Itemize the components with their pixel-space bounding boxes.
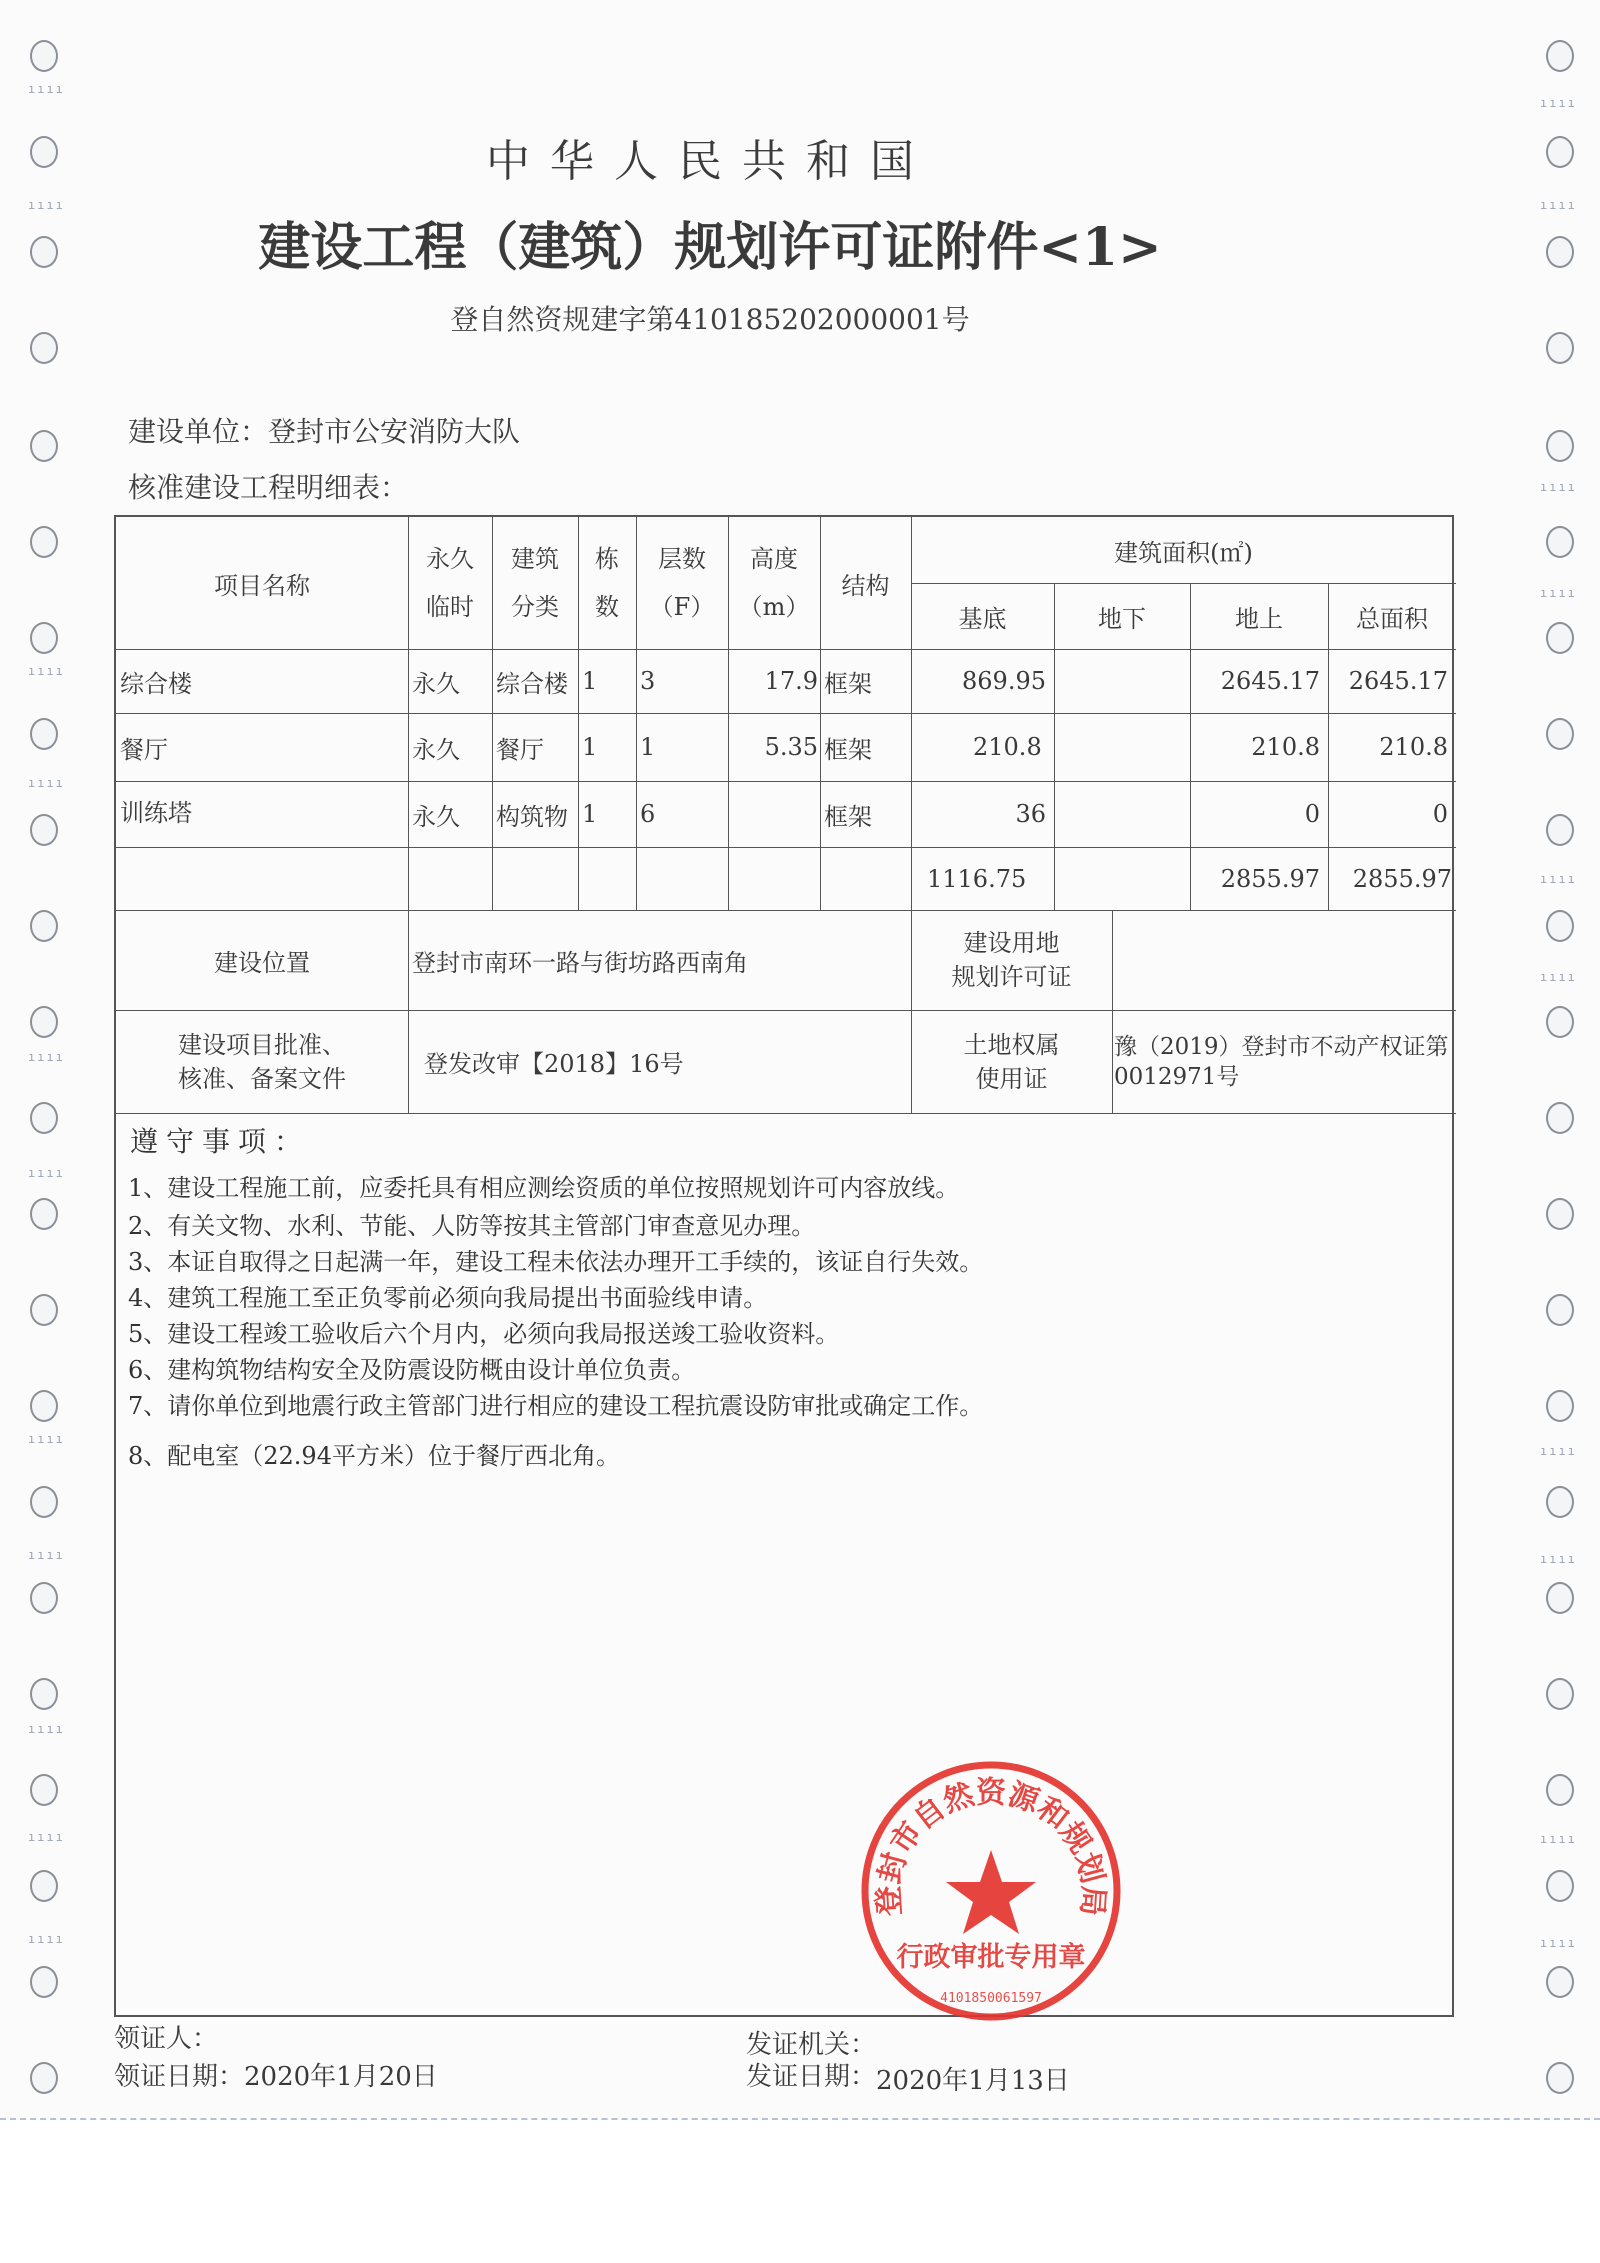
perforation-hole (30, 910, 58, 942)
tick-mark: ıııı (28, 664, 65, 678)
cell-base-area: 210.8 (973, 733, 1042, 761)
tick-mark: ıııı (1540, 872, 1577, 886)
cell-aboveground-area: 210.8 (1251, 733, 1320, 761)
cell-total-area: 210.8 (1379, 733, 1448, 761)
tick-mark: ıııı (1540, 1832, 1577, 1846)
seal-purpose-text: 行政审批专用章 (896, 1942, 1086, 1973)
perforation-hole (1546, 1102, 1574, 1134)
perforation-hole (30, 526, 58, 558)
cell-structure: 框架 (824, 669, 872, 698)
perforation-hole (1546, 622, 1574, 654)
cell-floors: 6 (640, 800, 656, 828)
header-blocks: 栋 数 (595, 545, 619, 621)
cell-underground-area (1054, 713, 1190, 781)
cell-underground-area-total (1054, 847, 1190, 910)
rule-item: 1、建设工程施工前，应委托具有相应测绘资质的单位按照规划许可内容放线。 (128, 1174, 960, 1202)
tick-mark: ıııı (28, 1050, 65, 1064)
perforation-hole (30, 1966, 58, 1998)
cell-height: 5.35 (764, 733, 818, 761)
perforation-hole (30, 1486, 58, 1518)
tick-mark: ıııı (28, 1548, 65, 1562)
perforation-hole (30, 430, 58, 462)
perforation-hole (1546, 430, 1574, 462)
perforation-hole (30, 1102, 58, 1134)
star-icon (946, 1850, 1036, 1934)
perforation-hole (1546, 1678, 1574, 1710)
cell-base-area: 869.95 (962, 667, 1046, 695)
perforation-hole (1546, 136, 1574, 168)
perforation-hole (1546, 40, 1574, 72)
perforation-hole (1546, 332, 1574, 364)
header-project-name: 项目名称 (214, 571, 310, 600)
cell-height: 17.9 (764, 667, 818, 695)
seal-org-text: 登封市自然资源和规划局 (871, 1775, 1111, 1917)
location-label: 建设位置 (214, 948, 310, 977)
perforation-hole (1546, 1486, 1574, 1518)
cell-category: 综合楼 (496, 669, 568, 698)
perforation-hole (1546, 1582, 1574, 1614)
header-height: 高度 （m） (738, 545, 810, 621)
perforation-hole (30, 622, 58, 654)
perforation-hole (1546, 1198, 1574, 1230)
land-title-label: 土地权属 使用证 (963, 1030, 1060, 1093)
cell-total-area: 0 (1432, 800, 1448, 828)
cell-blocks: 1 (582, 800, 598, 828)
header-category: 建筑 分类 (511, 545, 559, 621)
perforation-hole (1546, 1870, 1574, 1902)
cell-structure: 框架 (824, 802, 872, 831)
cell-underground-area (1054, 649, 1190, 713)
rule-item: 7、请你单位到地震行政主管部门进行相应的建设工程抗震设防审批或确定工作。 (128, 1392, 984, 1420)
perforation-hole (1546, 910, 1574, 942)
cell-structure: 框架 (824, 735, 872, 764)
perforation-hole (30, 1390, 58, 1422)
perforation-hole (30, 1198, 58, 1230)
certificate-number: 登自然资规建字第410185202000001号 (450, 303, 970, 336)
tick-mark: ıııı (1540, 970, 1577, 984)
cell-permanence: 永久 (412, 735, 460, 764)
perforation-hole (30, 1870, 58, 1902)
cell-name: 训练塔 (120, 799, 192, 827)
header-underground-area: 地下 (1098, 604, 1146, 633)
header-floors: 层数 （F） (649, 545, 715, 621)
perforation-hole (1546, 1774, 1574, 1806)
tick-mark: ıııı (1540, 198, 1577, 212)
rule-item: 4、建筑工程施工至正负零前必须向我局提出书面验线申请。 (128, 1284, 768, 1312)
recipient-label: 领证人： (114, 2024, 219, 2054)
perforation-hole (1546, 1966, 1574, 1998)
tick-mark: ıııı (1540, 1552, 1577, 1566)
tick-mark: ıııı (28, 1432, 65, 1446)
applicant-line: 建设单位：登封市公安消防大队 (128, 415, 521, 448)
tick-mark: ıııı (28, 82, 65, 96)
official-seal (858, 1758, 1124, 2024)
land-use-permit-label: 建设用地 规划许可证 (951, 929, 1072, 991)
perforation-hole (30, 814, 58, 846)
cell-category: 餐厅 (496, 735, 544, 764)
header-structure: 结构 (841, 571, 890, 600)
header-total-area: 总面积 (1356, 604, 1428, 633)
issuer-label: 发证机关： (746, 2030, 877, 2060)
land-use-permit-value (1112, 910, 1456, 1010)
perforation-hole (30, 40, 58, 72)
cell-aboveground-area: 2645.17 (1220, 667, 1320, 695)
perforation-hole (1546, 236, 1574, 268)
cell-aboveground-area-total: 2855.97 (1220, 864, 1320, 893)
tick-mark: ıııı (1540, 1936, 1577, 1950)
perforation-hole (30, 718, 58, 750)
perforation-hole (1546, 1390, 1574, 1422)
perforation-hole (1546, 2062, 1574, 2094)
tick-mark: ıııı (28, 1830, 65, 1844)
tick-mark: ıııı (1540, 586, 1577, 600)
document-title: 建设工程（建筑）规划许可证附件<1> (258, 217, 1162, 278)
perforation-hole (30, 1582, 58, 1614)
cell-total-area-total: 2855.97 (1352, 864, 1452, 893)
right-perforation-strip (1530, 0, 1590, 2120)
cell-floors: 1 (640, 733, 656, 761)
perforation-hole (30, 1678, 58, 1710)
header-base-area: 基底 (958, 604, 1007, 633)
perforation-hole (1546, 814, 1574, 846)
cell-base-area: 36 (1015, 800, 1046, 828)
issue-date-label: 发证日期： (746, 2062, 877, 2092)
perforation-hole (30, 1294, 58, 1326)
cell-blocks: 1 (582, 733, 598, 761)
seal-code-text: 4101850061597 (940, 1991, 1042, 2006)
header-floor-area: 建筑面积(㎡) (1114, 538, 1253, 567)
cell-floors: 3 (640, 667, 656, 695)
rule-item: 6、建构筑物结构安全及防震设防概由设计单位负责。 (128, 1356, 696, 1384)
approval-docs-value: 登发改审【2018】16号 (424, 1050, 684, 1078)
cell-permanence: 永久 (412, 802, 460, 831)
perforation-hole (30, 2062, 58, 2094)
perforation-hole (30, 1774, 58, 1806)
cell-base-area-total: 1116.75 (927, 864, 1027, 893)
perforation-hole (30, 1006, 58, 1038)
tick-mark: ıııı (1540, 480, 1577, 494)
scan-margin (0, 2120, 1600, 2263)
cell-blocks: 1 (582, 667, 598, 695)
land-title-value: 豫（2019）登封市不动产权证第 0012971号 (1114, 1033, 1449, 1090)
perforation-hole (1546, 718, 1574, 750)
country-title: 中华人民共和国 (486, 136, 934, 187)
rule-item: 2、有关文物、水利、节能、人防等按其主管部门审查意见办理。 (128, 1212, 816, 1240)
cell-name (116, 847, 408, 910)
perforation-hole (1546, 1294, 1574, 1326)
cell-underground-area (1054, 781, 1190, 847)
cell-category: 构筑物 (496, 802, 568, 831)
tick-mark: ıııı (28, 1722, 65, 1736)
rule-item: 8、配电室（22.94平方米）位于餐厅西北角。 (128, 1442, 620, 1470)
cell-name: 餐厅 (120, 735, 168, 764)
recipient-date: 领证日期：2020年1月20日 (114, 2062, 438, 2092)
table-caption: 核准建设工程明细表： (128, 471, 409, 504)
rules-title: 遵守事项： (130, 1125, 311, 1158)
cell-total-area: 2645.17 (1348, 667, 1448, 695)
tick-mark: ıııı (28, 1932, 65, 1946)
tick-mark: ıııı (28, 776, 65, 790)
approval-docs-label: 建设项目批准、 核准、备案文件 (178, 1030, 346, 1093)
cell-aboveground-area: 0 (1304, 800, 1320, 828)
perforation-hole (1546, 526, 1574, 558)
cell-permanence: 永久 (412, 669, 460, 698)
tick-mark: ıııı (28, 1166, 65, 1180)
tick-mark: ıııı (1540, 1444, 1577, 1458)
cell-name: 综合楼 (120, 669, 192, 698)
location-value: 登封市南环一路与街坊路西南角 (412, 948, 748, 977)
tick-mark: ıııı (28, 198, 65, 212)
cell-height (728, 781, 820, 847)
rule-item: 3、本证自取得之日起满一年，建设工程未依法办理开工手续的，该证自行失效。 (128, 1248, 984, 1276)
header-permanence: 永久 临时 (426, 545, 474, 621)
issue-date: 2020年1月13日 (876, 2066, 1070, 2096)
tick-mark: ıııı (1540, 96, 1577, 110)
header-aboveground-area: 地上 (1235, 604, 1283, 633)
perforation-hole (1546, 1006, 1574, 1038)
rule-item: 5、建设工程竣工验收后六个月内，必须向我局报送竣工验收资料。 (128, 1320, 840, 1348)
